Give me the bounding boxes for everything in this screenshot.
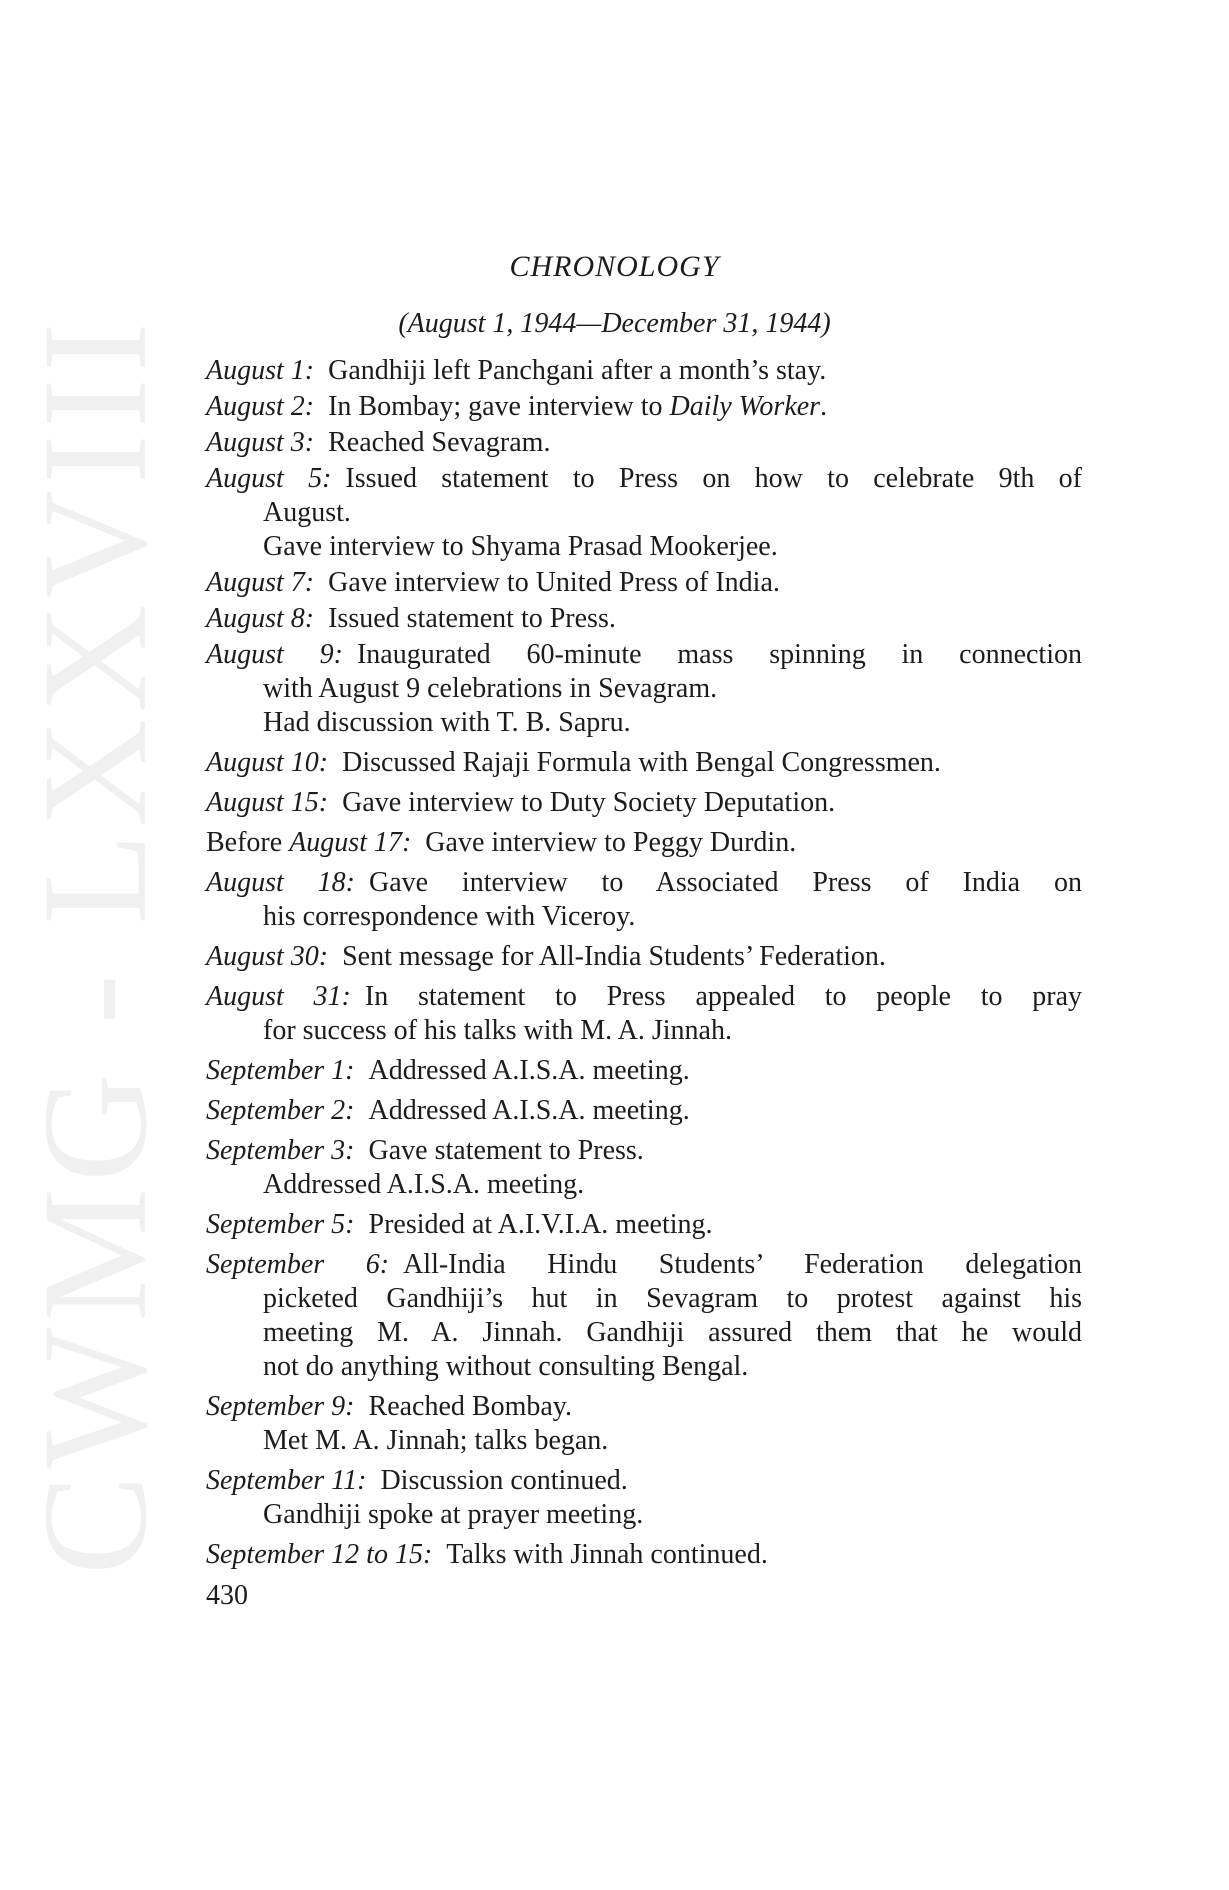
entry-text: In Bombay; gave interview to	[328, 391, 670, 422]
entry-line: Gave interview to Shyama Prasad Mookerjee.	[263, 531, 778, 562]
entry-line: Gandhiji spoke at prayer meeting.	[263, 1499, 644, 1530]
entry-line	[206, 940, 1082, 974]
entry-line	[206, 602, 1082, 636]
entry-date: August 9:	[206, 639, 343, 670]
chronology-entry	[206, 1248, 1082, 1384]
newspaper-title: Daily Worker	[669, 391, 821, 422]
entry-line: not do anything without consulting Bengal.	[263, 1351, 749, 1382]
entry-line	[206, 354, 1082, 388]
chronology-entry	[206, 1390, 1082, 1458]
entry-line: Met M. A. Jinnah; talks began.	[263, 1425, 609, 1456]
entry-line: Had discussion with T. B. Sapru.	[263, 707, 631, 738]
chronology-entry	[206, 1208, 1082, 1242]
entry-line	[206, 426, 1082, 460]
date-range-subtitle: (August 1, 1944—December 31, 1944)	[398, 308, 831, 339]
entry-date: September 12 to 15:	[206, 1539, 433, 1570]
chronology-entry	[206, 1054, 1082, 1088]
chronology-entry	[206, 980, 1082, 1048]
entry-line	[206, 1390, 1082, 1424]
chronology-entry	[206, 1094, 1082, 1128]
chronology-entry	[206, 786, 1082, 820]
entry-text: Reached Sevagram.	[328, 427, 551, 458]
entry-line	[206, 1464, 1082, 1498]
entry-date: September 9:	[206, 1391, 355, 1422]
entry-line: Addressed A.I.S.A. meeting.	[263, 1169, 585, 1200]
entry-date: September 5:	[206, 1209, 355, 1240]
chronology-entry	[206, 354, 1082, 388]
entry-line	[206, 1248, 1082, 1282]
entry-text: Gave interview to Associated Press of India on	[368, 867, 1082, 898]
chronology-entry	[206, 602, 1082, 636]
entry-text: Inaugurated 60-minute mass spinning in connection	[356, 639, 1082, 670]
chronology-entry	[206, 826, 1082, 860]
entry-text: Gandhiji left Panchgani after a month’s stay.	[328, 355, 827, 386]
entry-text: In statement to Press appealed to people to pray	[364, 981, 1082, 1012]
chronology-entry	[206, 940, 1082, 974]
chronology-entry	[206, 566, 1082, 600]
entry-line: for success of his talks with M. A. Jinnah.	[263, 1015, 732, 1046]
entry-line	[206, 746, 1082, 780]
chronology-entry	[206, 1134, 1082, 1202]
entry-text: Addressed A.I.S.A. meeting.	[368, 1055, 690, 1086]
entry-line	[206, 866, 1082, 900]
entry-date: August 30:	[206, 941, 329, 972]
chronology-entry	[206, 1464, 1082, 1532]
entry-text: Discussion continued.	[380, 1465, 628, 1496]
entry-date: August 15:	[206, 787, 329, 818]
entry-date: August 7:	[206, 567, 315, 598]
entry-text: Reached Bombay.	[368, 1391, 572, 1422]
entry-line	[206, 1134, 1082, 1168]
entry-line: picketed Gandhiji’s hut in Sevagram to protest against his	[263, 1283, 1082, 1314]
page-title: CHRONOLOGY	[509, 250, 720, 283]
entry-date: September 11:	[206, 1465, 367, 1496]
entry-date: August 1:	[206, 355, 315, 386]
entry-date: August 3:	[206, 427, 315, 458]
entry-text: Gave statement to Press.	[368, 1135, 644, 1166]
page-number: 430	[206, 1580, 248, 1611]
entry-text: Gave interview to Peggy Durdin.	[425, 827, 797, 858]
entry-date: August 5:	[206, 463, 332, 494]
entry-text: Gave interview to Duty Society Deputation.	[342, 787, 836, 818]
chronology-entry	[206, 462, 1082, 564]
entry-date: August 31:	[206, 981, 351, 1012]
entry-line	[206, 462, 1082, 496]
entry-text: Presided at A.I.V.I.A. meeting.	[368, 1209, 713, 1240]
entry-text: All-India Hindu Students’ Federation delegation	[403, 1249, 1082, 1280]
entry-date: August 18:	[206, 867, 355, 898]
chronology-entry	[206, 390, 1082, 424]
entry-date: August 2:	[206, 391, 315, 422]
entry-line: his correspondence with Viceroy.	[263, 901, 636, 932]
entry-line	[206, 1054, 1082, 1088]
entry-date: September 6:	[206, 1249, 390, 1280]
entry-text: Discussed Rajaji Formula with Bengal Congressmen.	[342, 747, 941, 778]
entry-line	[206, 786, 1082, 820]
entry-date: September 1:	[206, 1055, 355, 1086]
entry-date: September 3:	[206, 1135, 355, 1166]
entry-line	[206, 826, 1082, 860]
chronology-list	[206, 354, 1082, 1572]
entry-text: Addressed A.I.S.A. meeting.	[368, 1095, 690, 1126]
entry-text: Sent message for All-India Students’ Federation.	[342, 941, 886, 972]
entry-line	[206, 638, 1082, 672]
entry-date: August 17:	[289, 827, 412, 858]
entry-line	[206, 1538, 1082, 1572]
chronology-entry	[206, 1538, 1082, 1572]
entry-line	[206, 1094, 1082, 1128]
entry-line	[206, 390, 1082, 424]
entry-text: Gave interview to United Press of India.	[328, 567, 780, 598]
entry-text: Issued statement to Press.	[328, 603, 616, 634]
chronology-entry	[206, 746, 1082, 780]
chronology-entry	[206, 426, 1082, 460]
entry-date-prefix: Before	[206, 827, 283, 858]
chronology-entry	[206, 638, 1082, 740]
entry-text: .	[820, 391, 828, 422]
entry-date: August 10:	[206, 747, 329, 778]
chronology-entry	[206, 866, 1082, 934]
watermark: CWMG - LXXVIII	[12, 316, 178, 1575]
entry-line: with August 9 celebrations in Sevagram.	[263, 673, 718, 704]
entry-line	[206, 980, 1082, 1014]
entry-line	[206, 566, 1082, 600]
entry-text: Talks with Jinnah continued.	[446, 1539, 768, 1570]
entry-text: Issued statement to Press on how to celebrate 9th of	[345, 463, 1082, 494]
entry-date: September 2:	[206, 1095, 355, 1126]
entry-date: August 8:	[206, 603, 315, 634]
entry-line	[206, 1208, 1082, 1242]
entry-line: meeting M. A. Jinnah. Gandhiji assured them that he would	[263, 1317, 1082, 1348]
entry-line: August.	[263, 497, 351, 528]
